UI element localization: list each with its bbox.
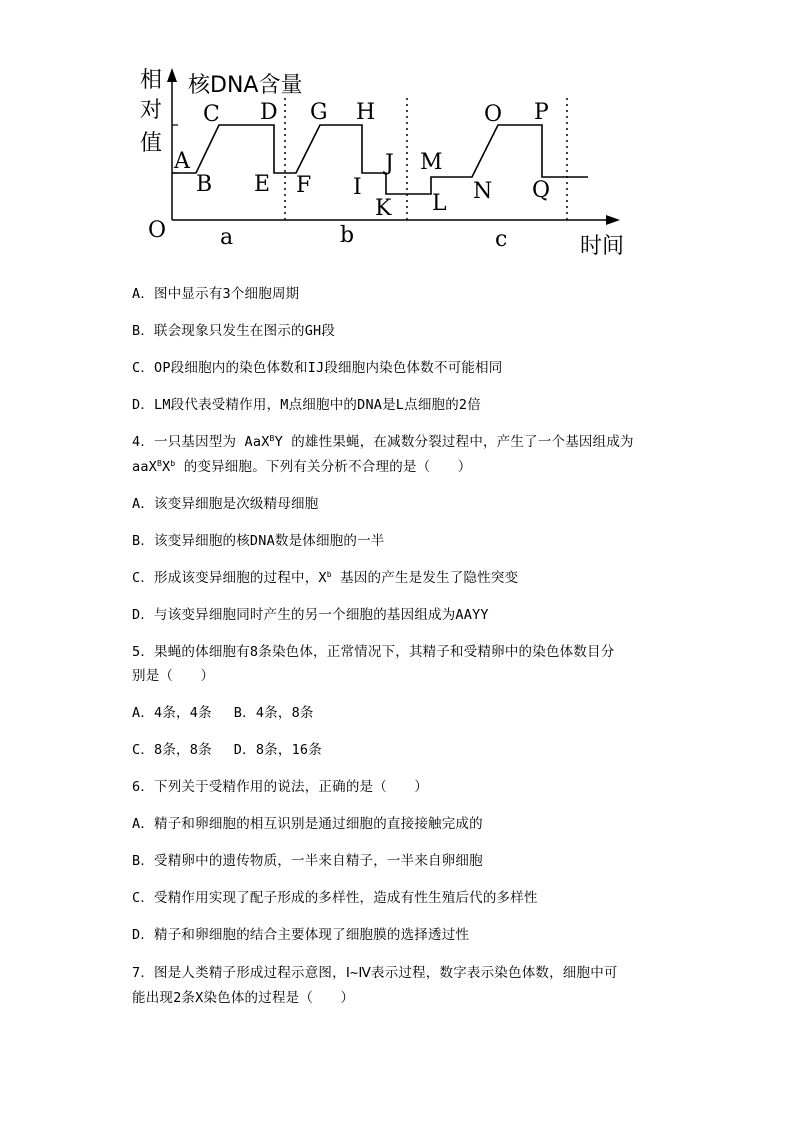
q6-option-b: B．受精卵中的遗传物质，一半来自精子，一半来自卵细胞: [132, 853, 483, 869]
q4-option-d: D．与该变异细胞同时产生的另一个细胞的基因组成为AAYY: [132, 607, 489, 623]
point-N: N: [473, 179, 493, 204]
segment-b: b: [340, 223, 355, 248]
point-M: M: [420, 150, 443, 175]
q4-stem2-text-2: X: [162, 459, 171, 475]
q3-option-b: B．联会现象只发生在图示的GH段: [132, 323, 336, 339]
segment-c: c: [495, 227, 508, 252]
point-K: K: [375, 196, 392, 221]
point-B: B: [196, 172, 213, 197]
q6-option-a: A．精子和卵细胞的相互识别是通过细胞的直接接触完成的: [132, 816, 483, 832]
point-P: P: [534, 100, 549, 125]
x-title: 时间: [580, 234, 625, 259]
point-I: I: [353, 175, 362, 200]
q5-stem-line2: 别是（ ）: [132, 668, 215, 684]
q4-stem2-text-1: aaX: [132, 459, 157, 475]
q5-options-cd: C．8条，8条 D．8条，16条: [132, 742, 322, 758]
q4-stem-sup-1: B: [269, 434, 275, 443]
dna-curve: [172, 125, 588, 194]
q4-stem2-text-3: 的变异细胞。下列有关分析不合理的是（ ）: [175, 459, 472, 475]
point-F: F: [296, 173, 312, 198]
y-title-char-2: 对: [140, 98, 163, 123]
q4-stem-text-1: 4．一只基因型为 AaX: [132, 434, 270, 450]
origin-label: O: [148, 218, 167, 243]
q7-stem-line2: 能出现2条X染色体的过程是（ ）: [132, 990, 355, 1006]
point-A: A: [174, 149, 190, 174]
point-Q: Q: [532, 178, 551, 203]
point-G: G: [310, 100, 328, 125]
q4-option-b: B．该变异细胞的核DNA数是体细胞的一半: [132, 533, 385, 549]
q3-option-a: A．图中显示有3个细胞周期: [132, 286, 300, 302]
q4-option-c: [132, 569, 518, 587]
point-J: J: [385, 151, 394, 176]
q4-stem2-sup-1: B: [156, 459, 163, 468]
point-E: E: [254, 172, 271, 197]
q7-stem-line1: 7．图是人类精子形成过程示意图，Ⅰ~Ⅳ表示过程，数字表示染色体数，细胞中可: [132, 965, 618, 981]
q4-stem-line2: [132, 458, 471, 476]
y-axis-arrow: [167, 68, 177, 82]
segment-a: a: [220, 225, 234, 250]
q4-option-a: A．该变异细胞是次级精母细胞: [132, 496, 319, 512]
q4-optc-text-2: 基因的产生是发生了隐性突变: [331, 570, 519, 586]
q4-stem-line1: [132, 433, 634, 451]
dna-content-graph: [130, 60, 630, 265]
q3-option-d: D．LM段代表受精作用，M点细胞中的DNA是L点细胞的2倍: [132, 397, 481, 413]
y-title-char-3: 值: [140, 131, 163, 156]
top-label: 核DNA含量: [188, 73, 303, 98]
q4-optc-sup: b: [326, 570, 332, 579]
q4-stem-text-2: Y 的雄性果蝇，在减数分裂过程中，产生了一个基因组成为: [274, 434, 634, 450]
point-H: H: [356, 100, 376, 125]
q6-stem: 6．下列关于受精作用的说法，正确的是（ ）: [132, 779, 429, 795]
y-title-char-1: 相: [140, 68, 163, 93]
point-C: C: [203, 102, 220, 127]
q5-options-ab: A．4条，4条 B．4条，8条: [132, 705, 314, 721]
point-L: L: [432, 191, 447, 216]
q4-optc-text-1: C．形成该变异细胞的过程中，X: [132, 570, 327, 586]
graph-svg: [130, 60, 630, 265]
q5-stem-line1: 5．果蝇的体细胞有8条染色体，正常情况下，其精子和受精卵中的染色体数目分: [132, 644, 615, 660]
q6-option-d: D．精子和卵细胞的结合主要体现了细胞膜的选择透过性: [132, 927, 470, 943]
point-O: O: [484, 102, 503, 127]
q4-stem2-sup-2: b: [170, 459, 176, 468]
q6-option-c: C．受精作用实现了配子形成的多样性，造成有性生殖后代的多样性: [132, 890, 538, 906]
x-axis-arrow: [606, 215, 620, 225]
q3-option-c: C．OP段细胞内的染色体数和IJ段细胞内染色体数不可能相同: [132, 360, 503, 376]
point-D: D: [260, 100, 278, 125]
